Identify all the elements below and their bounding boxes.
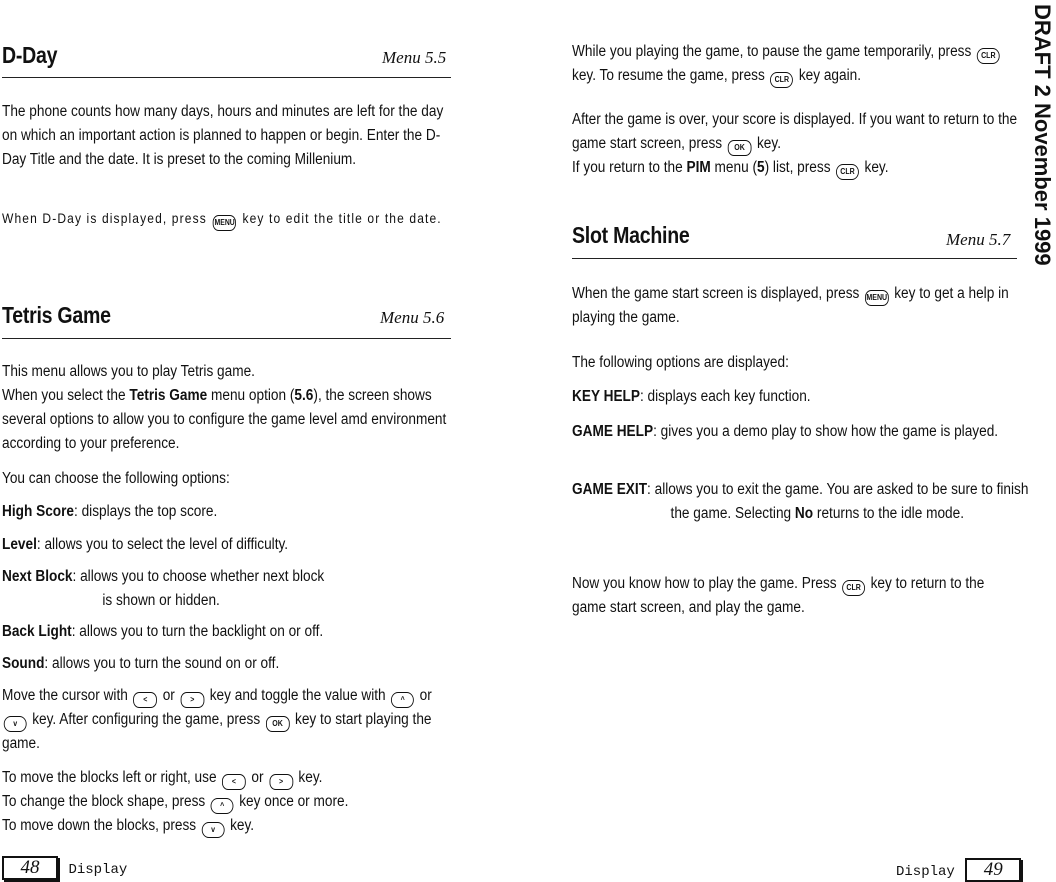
right-footer <box>896 858 1021 882</box>
option-back-light: Back Light: allows you to turn the backlight on or off. <box>2 623 324 640</box>
tetris-choose: You can choose the following options: <box>2 470 230 487</box>
menu-key-icon: MENU <box>865 290 889 306</box>
tetris-menu-ref: Menu 5.6 <box>380 308 445 327</box>
left-footer <box>2 856 127 880</box>
slot-start-paragraph: When the game start screen is displayed, press MENU key to get a help in playing the game. <box>572 285 1009 326</box>
tetris-rule <box>2 338 451 339</box>
slot-following: The following options are displayed: <box>572 354 789 371</box>
option-next-block: Next Block: allows you to choose whether next block is shown or hidden. <box>2 568 325 609</box>
dday-title: D-Day <box>2 42 58 68</box>
page-number-box: 49 <box>965 858 1021 882</box>
clr-key-icon: CLR <box>836 164 859 180</box>
clr-key-icon: CLR <box>770 72 793 88</box>
draft-stamp: DRAFT 2 November 1999 <box>1030 4 1055 266</box>
tetris-intro: This menu allows you to play Tetris game. When you select the Tetris Game menu option (5.6), the screen shows several options to allow you to configure the game level amd environment according to your preference. <box>2 363 447 452</box>
left-key-icon: < <box>222 774 246 790</box>
option-game-help: GAME HELP: gives you a demo play to show how the game is played. <box>572 423 999 440</box>
down-key-icon: v <box>4 716 27 732</box>
dday-para2: When D-Day is displayed, press MENU key to edit the title or the date. <box>2 206 449 231</box>
option-game-exit: GAME EXIT: allows you to exit the game. You are asked to be sure to finish the game. Selecting No returns to the idle mode. <box>572 481 1029 522</box>
tetris-block-controls: To move the blocks left or right, use < or > key. To change the block shape, press ^ key once or more. To move down the blocks, press v key. <box>2 766 449 838</box>
left-key-icon: < <box>133 692 157 708</box>
option-level: Level: allows you to select the level of difficulty. <box>2 536 289 553</box>
clr-key-icon: CLR <box>977 48 1000 64</box>
slot-menu-ref: Menu 5.7 <box>946 230 1011 249</box>
menu-key-icon: MENU <box>213 215 236 231</box>
tetris-title: Tetris Game <box>2 302 111 328</box>
slot-rule <box>572 258 1017 259</box>
up-key-icon: ^ <box>391 692 414 708</box>
option-sound: Sound: allows you to turn the sound on or off. <box>2 655 280 672</box>
page-number-box: 48 <box>2 856 58 880</box>
dday-menu-ref: Menu 5.5 <box>382 48 447 67</box>
ok-key-icon: OK <box>266 716 290 732</box>
slot-now-paragraph: Now you know how to play the game. Press CLR key to return to the game start screen, and play the game. <box>572 575 985 616</box>
option-high-score: High Score: displays the top score. <box>2 503 218 520</box>
dday-rule <box>2 77 451 78</box>
dday-para1: The phone counts how many days, hours and minutes are left for the day on which an important action is planned to happen or begin. Enter the D-Day Title and the date. It is preset to the coming Millenium. <box>2 103 444 168</box>
footer-label: Display <box>68 862 128 878</box>
option-key-help: KEY HELP: displays each key function. <box>572 388 811 405</box>
tetris-move-paragraph: Move the cursor with < or > key and toggle the value with ^ or v key. After configuring the game, press OK key to start playing the game. <box>2 687 432 752</box>
clr-key-icon: CLR <box>842 580 865 596</box>
ok-key-icon: OK <box>728 140 752 156</box>
slot-title: Slot Machine <box>572 222 690 248</box>
pause-paragraph: While you playing the game, to pause the game temporarily, press CLR key. To resume the game, press CLR key again. <box>572 40 1019 88</box>
footer-label: Display <box>896 864 955 880</box>
game-over-paragraph: After the game is over, your score is displayed. If you want to return to the game start screen, press OK key. If you return to the PIM menu (5) list, press CLR key. <box>572 108 1019 180</box>
down-key-icon: v <box>202 822 225 838</box>
right-key-icon: > <box>180 692 204 708</box>
up-key-icon: ^ <box>211 798 234 814</box>
right-key-icon: > <box>269 774 293 790</box>
